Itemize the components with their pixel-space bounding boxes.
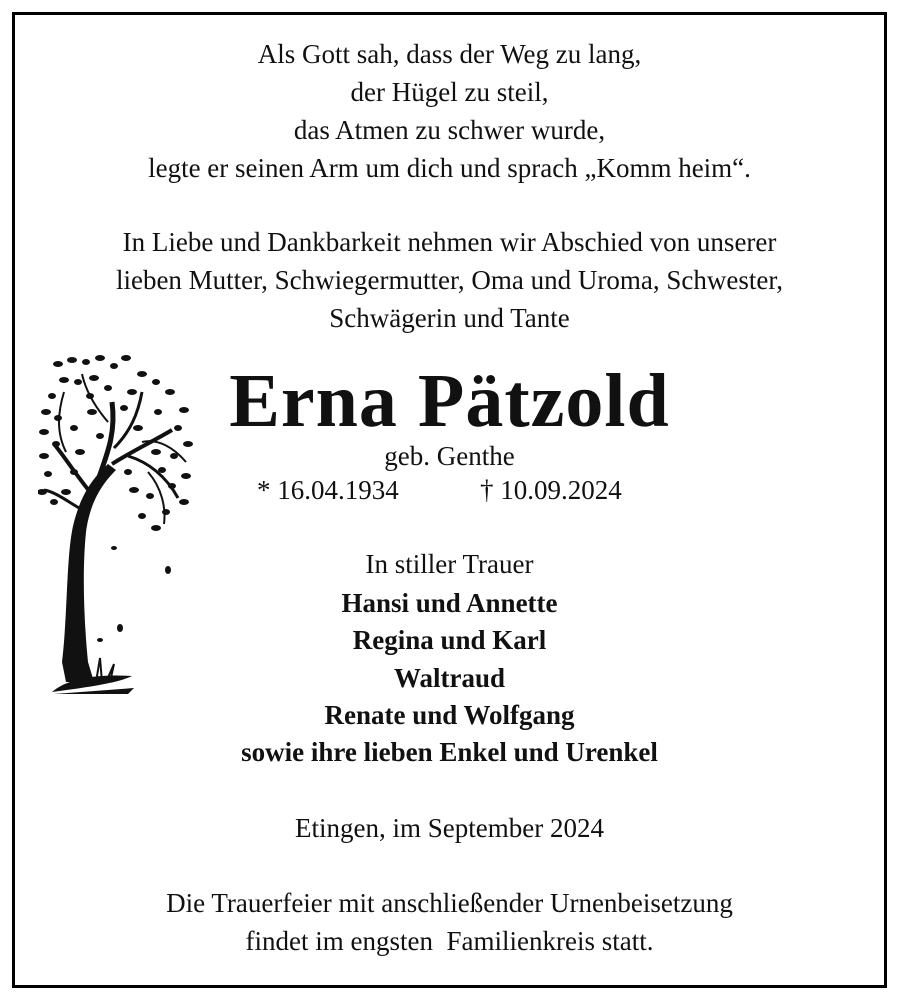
place-date: Etingen, im September 2024 <box>295 813 604 843</box>
mourners-heading: In stiller Trauer <box>365 549 534 579</box>
maiden-name: geb. Genthe <box>384 441 515 471</box>
mourner-name: Hansi und Annette <box>341 588 558 618</box>
intro-line-1: In Liebe und Dankbarkeit nehmen wir Abschied von unserer <box>122 227 777 257</box>
deceased-name: Erna Pätzold <box>229 359 670 443</box>
death-date: † 10.09.2024 <box>480 475 622 505</box>
intro-line-3: Schwägerin und Tante <box>329 303 570 333</box>
mourner-name: Renate und Wolfgang <box>324 700 575 730</box>
ceremony-line-1: Die Trauerfeier mit anschließender Urnenbeisetzung <box>166 888 733 918</box>
poem-line-1: Als Gott sah, dass der Weg zu lang, <box>257 39 642 69</box>
poem-line-3: das Atmen zu schwer wurde, <box>293 115 606 145</box>
poem-line-2: der Hügel zu steil, <box>350 77 549 107</box>
poem-line-4: legte er seinen Arm um dich und sprach „Komm heim“. <box>148 153 751 183</box>
mourner-name: Waltraud <box>393 663 506 693</box>
birth-date: * 16.04.1934 <box>257 475 399 505</box>
ceremony-line-2: findet im engsten Familienkreis statt. <box>245 926 654 956</box>
mourner-name: sowie ihre lieben Enkel und Urenkel <box>241 737 658 767</box>
mourner-name: Regina und Karl <box>352 625 547 655</box>
intro-line-2: lieben Mutter, Schwiegermutter, Oma und Uroma, Schwester, <box>115 265 784 295</box>
